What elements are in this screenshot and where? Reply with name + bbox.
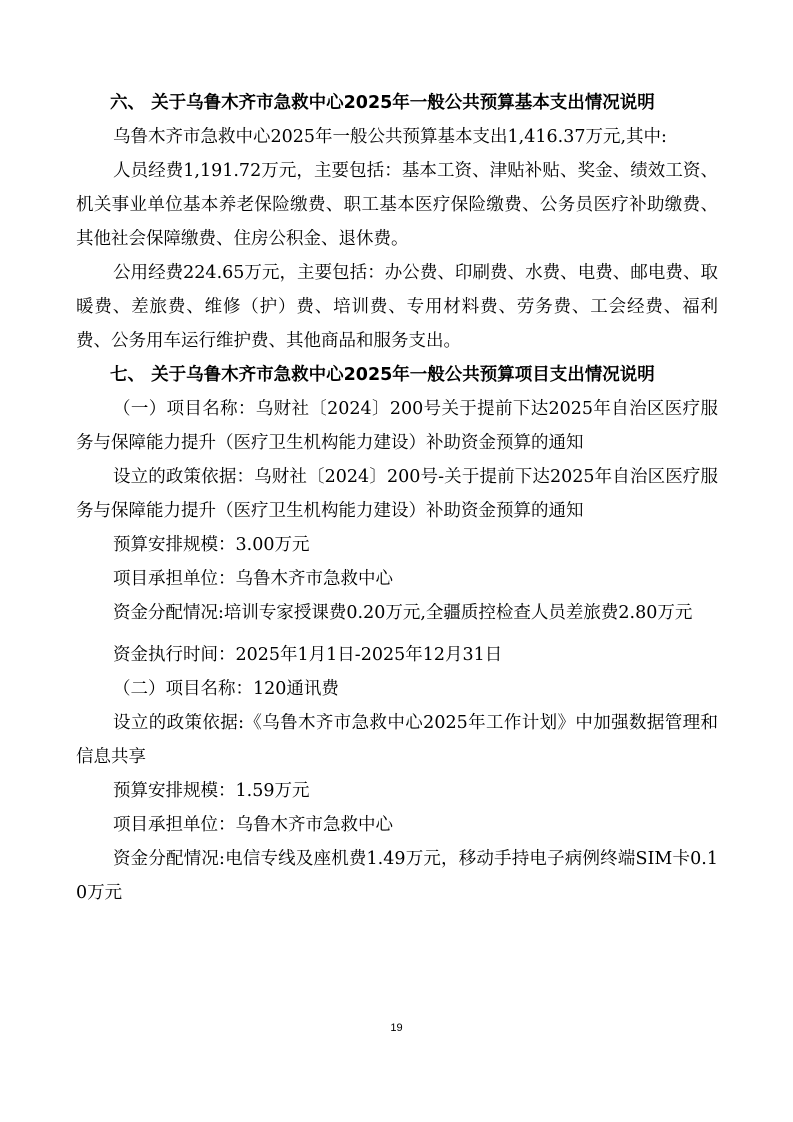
project-2-allocation: 资金分配情况:电信专线及座机费1.49万元，移动手持电子病例终端SIM卡0.10万元: [76, 849, 718, 903]
project-2-unit: 项目承担单位：乌鲁木齐市急救中心: [113, 815, 393, 835]
project-1-period: 资金执行时间：2025年1月1日-2025年12月31日: [113, 645, 503, 665]
basic-expenditure-total: 乌鲁木齐市急救中心2025年一般公共预算基本支出1,416.37万元,其中:: [113, 127, 667, 147]
public-expenditure: 公用经费224.65万元，主要包括：办公费、印刷费、水费、电费、邮电费、取暖费、差旅费、维修（护）费、培训费、专用材料费、劳务费、工会经费、福利费、公务用车运行维护费、其他商品和服务支出。: [76, 263, 718, 351]
section-7-heading: 七、 关于乌鲁木齐市急救中心2025年一般公共预算项目支出情况说明: [110, 365, 655, 385]
page-number: 19: [390, 1022, 403, 1034]
page-content: [76, 86, 718, 910]
personnel-expenditure: 人员经费1,191.72万元，主要包括：基本工资、津贴补贴、奖金、绩效工资、机关事业单位基本养老保险缴费、职工基本医疗保险缴费、公务员医疗补助缴费、其他社会保障缴费、住房公积金、退休费。: [76, 161, 718, 249]
project-2-budget: 预算安排规模：1.59万元: [113, 781, 310, 801]
section-6-heading: 六、 关于乌鲁木齐市急救中心2025年一般公共预算基本支出情况说明: [110, 93, 655, 113]
project-1-budget: 预算安排规模：3.00万元: [113, 535, 310, 555]
project-2-name: （二）项目名称：120通讯费: [113, 679, 339, 699]
project-1-name: （一）项目名称：乌财社〔2024〕200号关于提前下达2025年自治区医疗服务与保障能力提升（医疗卫生机构能力建设）补助资金预算的通知: [76, 399, 718, 453]
project-2-policy: 设立的政策依据:《乌鲁木齐市急救中心2025年工作计划》中加强数据管理和信息共享: [76, 713, 718, 767]
project-1-unit: 项目承担单位：乌鲁木齐市急救中心: [113, 569, 393, 589]
project-1-allocation: 资金分配情况:培训专家授课费0.20万元,全疆质控检查人员差旅费2.80万元: [113, 603, 693, 623]
project-1-policy: 设立的政策依据：乌财社〔2024〕200号-关于提前下达2025年自治区医疗服务与保障能力提升（医疗卫生机构能力建设）补助资金预算的通知: [76, 467, 718, 521]
